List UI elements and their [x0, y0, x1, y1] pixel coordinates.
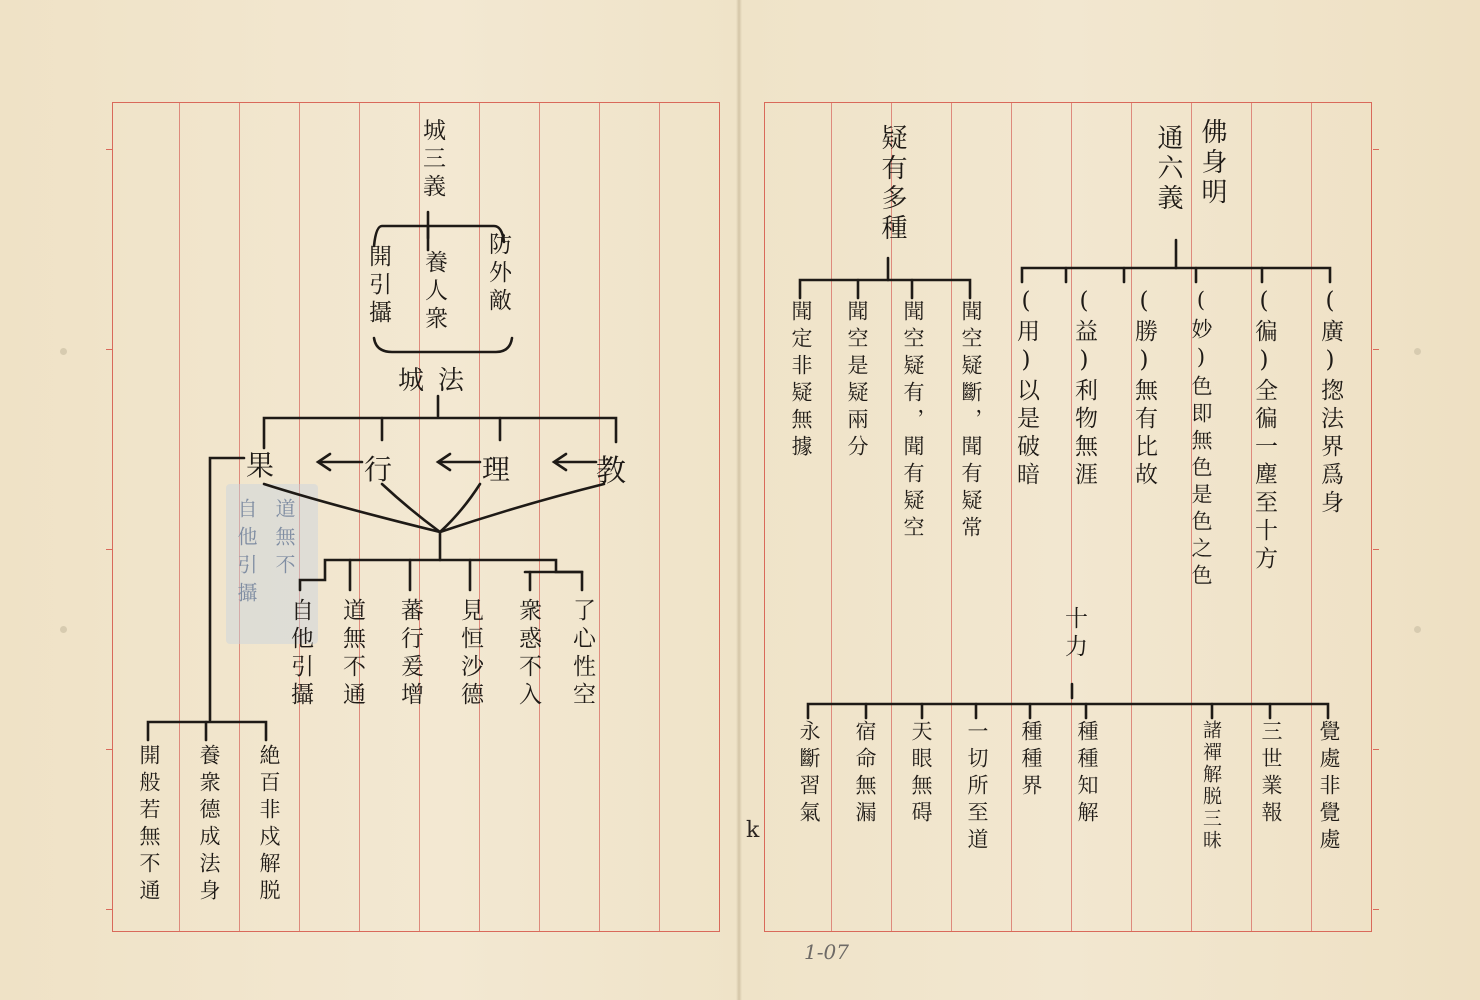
stamp-line: 道無不 [272, 498, 296, 582]
ten-power-item: 三世業報 [1259, 720, 1283, 828]
ten-power-item: 種種知解 [1075, 720, 1099, 828]
doubt-heading: 疑有多種 [877, 124, 907, 244]
result-item: 養衆德成法身 [197, 744, 221, 906]
ten-power-item: 諸禪解脱三昧 [1200, 720, 1222, 852]
branch-item: 了心性空 [569, 598, 595, 710]
doubt-item: 聞空疑有，聞有疑空 [901, 300, 925, 543]
ten-power-item: 覺處非覺處 [1317, 720, 1341, 855]
branch-item: 衆惑不入 [515, 598, 541, 710]
margin-mark: k [746, 818, 760, 843]
six-meaning-item: (妙)色即無色是色之色 [1189, 288, 1213, 591]
six-meaning-item: (勝)無有比故 [1131, 288, 1157, 490]
result-item: 開般若無不通 [137, 744, 161, 906]
left-title: 城三義 [419, 118, 445, 202]
city-dharma-label: 城法 [398, 366, 479, 396]
meaning-item: 開引攝 [365, 244, 391, 328]
doubt-item: 聞空是疑兩分 [845, 300, 869, 462]
meaning-item: 防外敵 [485, 232, 511, 316]
six-meanings-heading: 通六義 [1153, 124, 1183, 214]
ten-power-item: 宿命無漏 [853, 720, 877, 828]
buddha-heading: 佛身明 [1197, 118, 1227, 208]
ten-power-item: 天眼無碍 [909, 720, 933, 828]
branch-item: 見恒沙德 [457, 598, 483, 710]
sequence-practice: 行 [364, 453, 393, 486]
ten-power-item: 種種界 [1019, 720, 1043, 801]
six-meaning-item: (益)利物無涯 [1071, 288, 1097, 490]
doubt-item: 聞定非疑無據 [789, 300, 813, 462]
ten-power-item: 一切所至道 [965, 720, 989, 855]
six-meaning-item: (廣)揔法界爲身 [1317, 288, 1343, 518]
folio-number: 1-07 [804, 940, 849, 964]
meaning-item: 養人衆 [421, 250, 447, 334]
ten-powers-heading: 十力 [1061, 606, 1087, 662]
ten-power-item: 永斷習氣 [797, 720, 821, 828]
sequence-teaching: 教 [596, 454, 626, 489]
result-item: 絶百非戍解脱 [257, 744, 281, 906]
six-meaning-item: (徧)全徧一塵至十方 [1251, 288, 1277, 574]
stamp-line: 自他引攝 [234, 498, 258, 610]
branch-item: 蕃行爰增 [397, 598, 423, 710]
sequence-principle: 理 [482, 453, 511, 486]
branch-item: 道無不通 [339, 598, 365, 710]
sequence-fruit: 果 [246, 449, 275, 482]
doubt-item: 聞空疑斷，聞有疑常 [959, 300, 983, 543]
six-meaning-item: (用)以是破暗 [1013, 288, 1039, 490]
branch-item: 自他引攝 [287, 598, 313, 710]
